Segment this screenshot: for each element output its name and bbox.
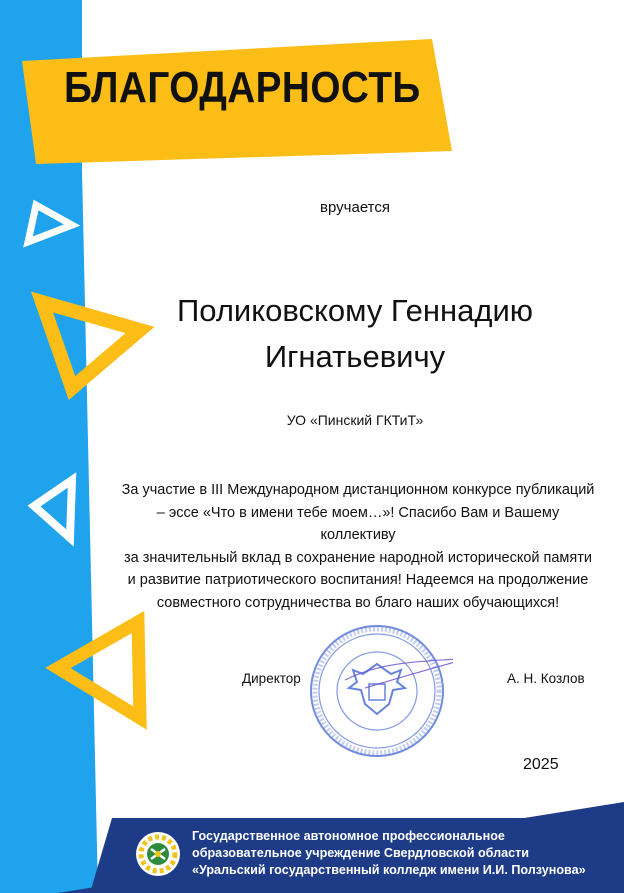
signature-role: Директор — [242, 671, 301, 686]
recipient-name — [150, 288, 560, 380]
footer-line: образовательное учреждение Свердловской области — [192, 846, 530, 860]
body-line: – эссе «Что в имени тебе моем…»! Спасибо Вам и Вашему коллективу — [156, 504, 560, 543]
recipient-line: Поликовскому Геннадию — [176, 293, 534, 328]
certificate-title: БЛАГОДАРНОСТЬ — [64, 63, 421, 112]
footer-line: Государственное автономное профессиональное — [192, 829, 505, 843]
body-line: и развитие патриотического воспитания! Надеемся на продолжение — [127, 572, 589, 588]
signature-name: А. Н. Козлов — [507, 671, 585, 686]
footer-line: «Уральский государственный колледж имени И.И. Ползунова» — [192, 863, 586, 877]
footer-institution — [192, 828, 617, 879]
college-logo-icon — [134, 830, 182, 878]
body-line: За участие в III Международном дистанционном конкурсе публикаций — [121, 482, 595, 498]
body-line: за значительный вклад в сохранение народной исторической памяти — [124, 549, 592, 566]
body-text — [118, 479, 598, 614]
awarded-to-label: вручается — [320, 199, 390, 216]
body-line: совместного сотрудничества во благо наших обучающихся! — [156, 594, 560, 611]
recipient-organization: УО «Пинский ГКТиТ» — [286, 412, 424, 428]
official-seal-icon — [305, 622, 453, 760]
certificate-year: 2025 — [523, 756, 559, 773]
recipient-line: Игнатьевичу — [264, 339, 446, 374]
